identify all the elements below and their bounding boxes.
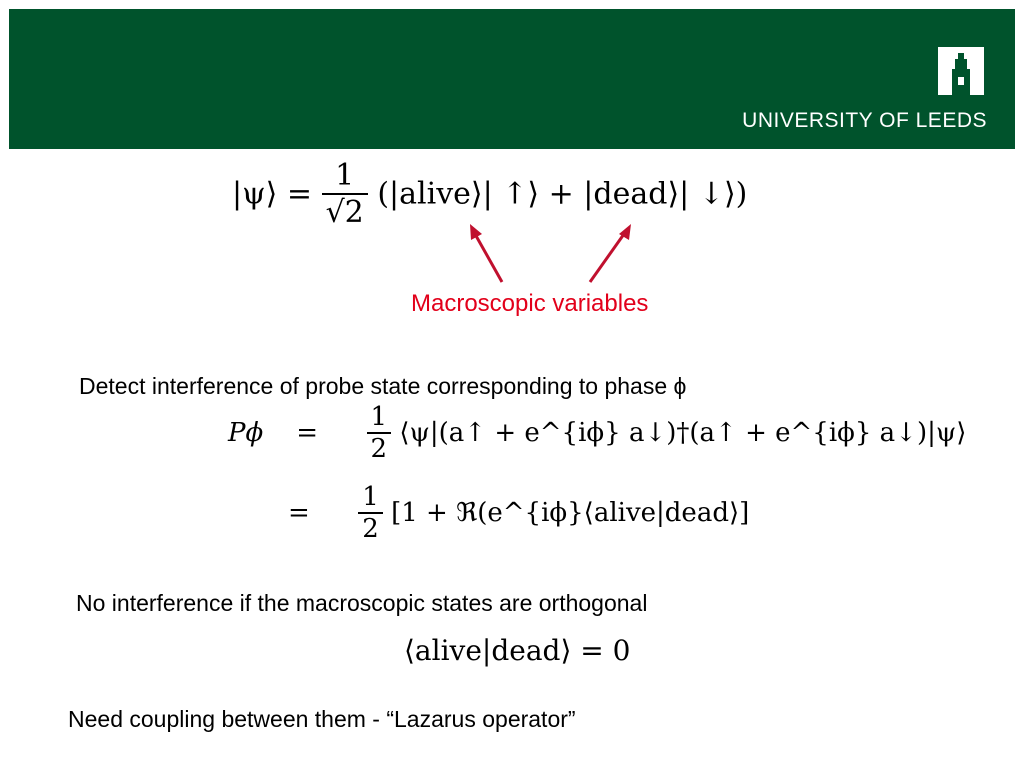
probability-symbol: Pϕ: [228, 418, 264, 448]
fraction-half: [367, 402, 392, 464]
arrow-to-dead: [590, 234, 624, 282]
fraction-numerator: 1: [362, 482, 379, 512]
fraction-half: [358, 482, 383, 544]
no-interference-text: No interference if the macroscopic states are orthogonal: [76, 590, 648, 616]
coupling-text: Need coupling between them - “Lazarus operator”: [68, 706, 576, 732]
university-name: UNIVERSITY OF LEEDS: [742, 109, 987, 132]
fraction-denominator: 2: [367, 432, 392, 464]
equals-sign: =: [296, 418, 319, 448]
macroscopic-variables-label: Macroscopic variables: [411, 290, 649, 317]
equation-rhs: (|alive⟩| ↑⟩ + |dead⟩| ↓⟩): [377, 176, 748, 212]
detect-interference-text: Detect interference of probe state corresponding to phase ϕ: [79, 373, 687, 399]
equals-sign: =: [288, 498, 310, 528]
equation-probability-line1: [228, 402, 966, 464]
fraction-denominator: 2: [358, 512, 383, 544]
expectation-expression: ⟨ψ|(a↑ + e^{iϕ} a↓)†(a↑ + e^{iϕ} a↓)|ψ⟩: [399, 418, 967, 448]
fraction-denominator: √2: [322, 193, 368, 230]
arrow-to-alive: [475, 234, 502, 282]
equation-probability-line2: [288, 482, 749, 544]
fraction-numerator: 1: [335, 158, 355, 193]
fraction-numerator: 1: [370, 402, 388, 432]
equation-orthogonality: ⟨alive|dead⟩ = 0: [404, 634, 631, 667]
equation-lhs: |ψ⟩ =: [232, 176, 313, 212]
real-part-expression: [1 + ℜ(e^{iϕ}⟨alive|dead⟩]: [391, 498, 750, 528]
